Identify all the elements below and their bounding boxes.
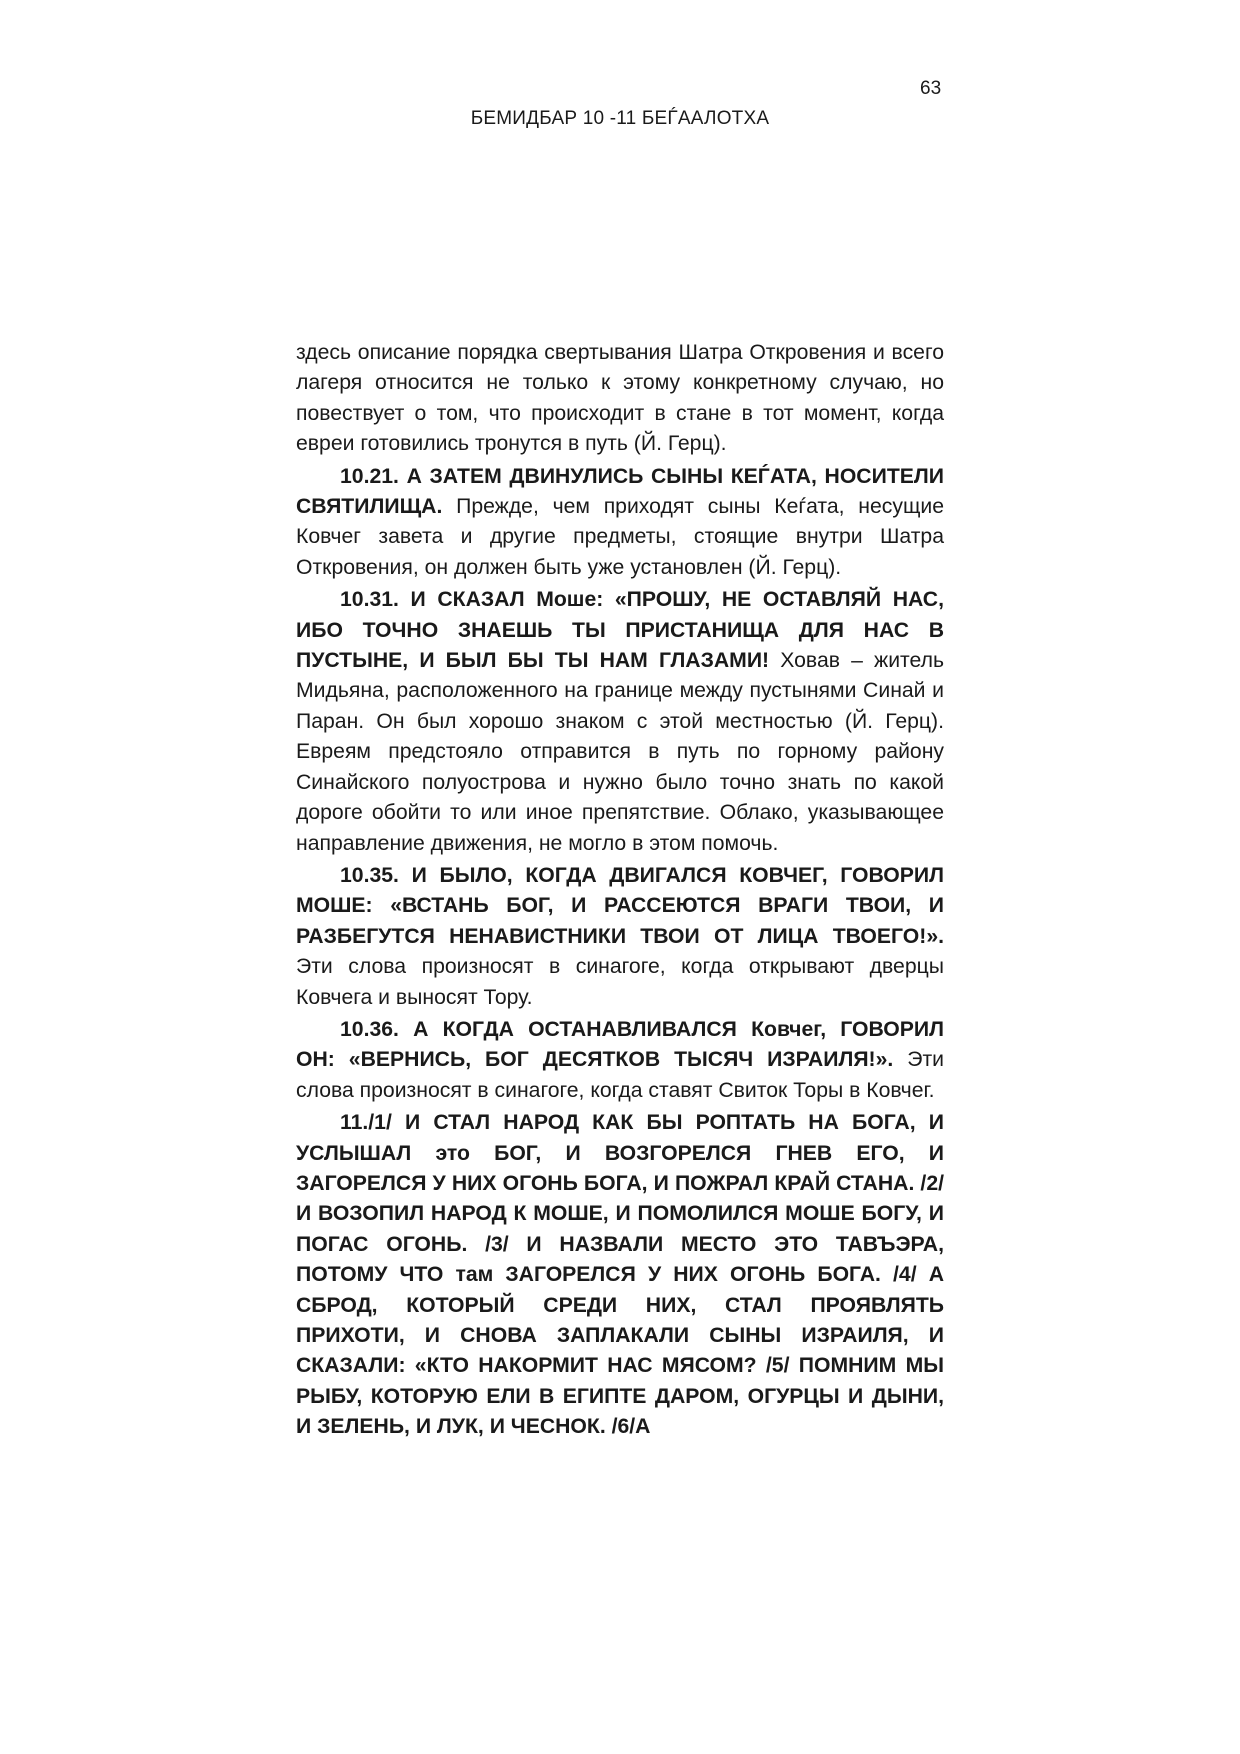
page-number: 63 bbox=[920, 78, 942, 99]
verse-lead: 10.36. А КОГДА ОСТАНАВЛИВАЛСЯ Ковчег, ГОВОРИЛ ОН: «ВЕРНИСЬ, БОГ ДЕСЯТКОВ ТЫСЯЧ ИЗРАИЛЯ!». bbox=[296, 1017, 944, 1072]
verse-lead: 10.35. И БЫЛО, КОГДА ДВИГАЛСЯ КОВЧЕГ, ГОВОРИЛ МОШЕ: «ВСТАНЬ БОГ, И РАССЕЮТСЯ ВРАГИ ТВОИ, И РАЗБЕГУТСЯ НЕНАВИСТНИКИ ТВОИ ОТ ЛИЦА ТВОЕГО!». bbox=[296, 863, 944, 948]
verse-commentary-10-31 bbox=[296, 585, 944, 859]
paragraph-continuation bbox=[296, 338, 944, 460]
verse-lead: 10.21. А ЗАТЕМ ДВИНУЛИСЬ СЫНЫ КЕЃАТА, НОСИТЕЛИ СВЯТИЛИЩА. bbox=[296, 464, 944, 519]
commentary-text: Эти слова произносят в синагоге, когда ставят Свиток Торы в Ковчег. bbox=[296, 1048, 945, 1102]
running-header: БЕМИДБАР 10 -11 БЕЃААЛОТХА bbox=[470, 108, 770, 129]
verse-commentary-10-35 bbox=[296, 861, 944, 1013]
commentary-text: Эти слова произносят в синагоге, когда открывают дверцы Ковчега и выносят Тору. bbox=[296, 955, 944, 1009]
paragraph-text: здесь описание порядка свертывания Шатра Откровения и всего лагеря относится не только к этому конкретному случаю, но повествует о том, что происходит в стане в тот момент, когда евреи готовились тронутся в путь (Й. Герц). bbox=[296, 341, 944, 456]
verse-lead: 11./1/ И СТАЛ НАРОД КАК БЫ РОПТАТЬ НА БОГА, И УСЛЫШАЛ это БОГ, И ВОЗГОРЕЛСЯ ГНЕВ ЕГО, И ЗАГОРЕЛСЯ У НИХ ОГОНЬ БОГА, И ПОЖРАЛ КРАЙ СТАНА. /2/ И ВОЗОПИЛ НАРОД К МОШЕ, И ПОМОЛИЛСЯ МОШЕ БОГУ, И ПОГАС ОГОНЬ. /3/ И НАЗВАЛИ МЕСТО ЭТО ТАВЪЭРА, ПОТОМУ ЧТО там ЗАГОРЕЛСЯ У НИХ ОГОНЬ БОГА. /4/ А СБРОД, КОТОРЫЙ СРЕДИ НИХ, СТАЛ ПРОЯВЛЯТЬ ПРИХОТИ, И СНОВА ЗАПЛАКАЛИ СЫНЫ ИЗРАИЛЯ, И СКАЗАЛИ: «КТО НАКОРМИТ НАС МЯСОМ? /5/ ПОМНИМ МЫ РЫБУ, КОТОРУЮ ЕЛИ В ЕГИПТЕ ДАРОМ, ОГУРЦЫ И ДЫНИ, И ЗЕЛЕНЬ, И ЛУК, И ЧЕСНОК. /6/А bbox=[296, 1111, 944, 1439]
text-body bbox=[296, 338, 944, 1445]
verse-commentary-10-36 bbox=[296, 1015, 944, 1106]
commentary-text: Ховав – житель Мидьяна, расположенного на границе между пустынями Синай и Паран. Он был хорошо знаком с этой местностью (Й. Герц). Евреям предстояло отправится в путь по горному району Синайского полуострова и нужно было точно знать по какой дороге обойти то или иное препятствие. Облако, указывающее направление движения, не могло в этом помочь. bbox=[296, 649, 944, 855]
verse-commentary-10-21 bbox=[296, 462, 944, 584]
verse-lead: 10.31. И СКАЗАЛ Моше: «ПРОШУ, НЕ ОСТАВЛЯЙ НАС, ИБО ТОЧНО ЗНАЕШЬ ТЫ ПРИСТАНИЩА ДЛЯ НАС В ПУСТЫНЕ, И БЫЛ БЫ ТЫ НАМ ГЛАЗАМИ! bbox=[296, 588, 944, 673]
commentary-text: Прежде, чем приходят сыны Кеѓата, несущие Ковчег завета и другие предметы, стоящие внутри Шатра Откровения, он должен быть уже установлен (Й. Герц). bbox=[296, 495, 944, 579]
verse-text-11 bbox=[296, 1108, 944, 1442]
